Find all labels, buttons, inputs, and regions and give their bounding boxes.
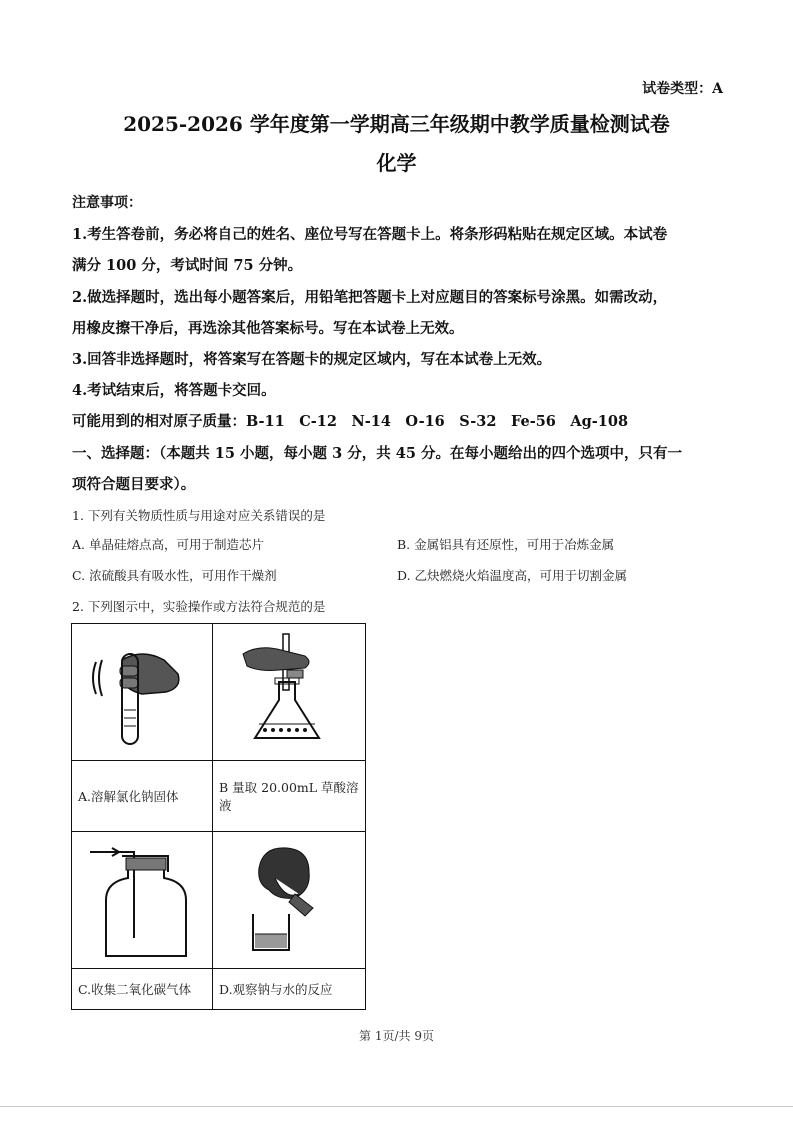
notice-line-3: 2.做选择题时，选出每小题答案后，用铅笔把答题卡上对应题目的答案标号涂黑。如需改动， (72, 289, 668, 306)
notice-line-4: 用橡皮擦干净后，再选涂其他答案标号。写在本试卷上无效。 (72, 320, 464, 337)
notice-line-2: 满分 100 分，考试时间 75 分钟。 (72, 257, 303, 274)
q2-figure-table (71, 623, 366, 1010)
section-heading-line-2: 项符合题目要求）。 (72, 476, 196, 493)
bottom-divider (0, 1106, 793, 1107)
exam-title: 2025-2026 学年度第一学期高三年级期中教学质量检测试卷 (123, 112, 670, 136)
figure-c-caption: C.收集二氧化碳气体 (72, 969, 213, 1010)
q1-option-a: A. 单晶硅熔点高，可用于制造芯片 (72, 537, 264, 552)
figure-c-cell (72, 832, 213, 969)
figure-a-cell (72, 624, 213, 761)
figure-b-caption: B 量取 20.00mL 草酸溶液 (213, 761, 366, 832)
figure-d-cell (213, 832, 366, 969)
gas-collection-bottle-icon (82, 838, 202, 958)
q2-stem: 2. 下列图示中，实验操作或方法符合规范的是 (72, 599, 326, 614)
subject-title: 化学 (376, 151, 417, 175)
shaking-test-tube-icon (82, 630, 202, 750)
notice-line-5: 3.回答非选择题时，将答案写在答题卡的规定区域内，写在本试卷上无效。 (72, 351, 552, 368)
notice-line-1: 1.考生答卷前，务必将自己的姓名、座位号写在答题卡上。将条形码粘贴在规定区域。本试卷 (72, 226, 668, 243)
notice-heading: 注意事项： (72, 195, 142, 211)
paper-type: 试卷类型：A (642, 81, 723, 97)
section-heading-line-1: 一、选择题：（本题共 15 小题，每小题 3 分，共 45 分。在每小题给出的四个选项中，只有一 (72, 445, 682, 462)
q1-option-c: C. 浓硫酸具有吸水性，可用作干燥剂 (72, 568, 277, 583)
notice-line-6: 4.考试结束后，将答题卡交回。 (72, 382, 276, 399)
q1-option-d: D. 乙炔燃烧火焰温度高，可用于切割金属 (397, 568, 628, 583)
q1-option-b: B. 金属铝具有还原性，可用于冶炼金属 (397, 537, 615, 552)
figure-b-cell (213, 624, 366, 761)
figure-a-caption: A.溶解氯化钠固体 (72, 761, 213, 832)
q1-stem: 1. 下列有关物质性质与用途对应关系错误的是 (72, 508, 326, 523)
page-footer: 第 1页/共 9页 (359, 1029, 434, 1043)
titration-flask-icon (229, 630, 349, 750)
observing-beaker-icon (229, 838, 349, 958)
atomic-mass-line: 可能用到的相对原子质量：B-11 C-12 N-14 O-16 S-32 Fe-56 Ag-108 (72, 413, 629, 430)
figure-d-caption: D.观察钠与水的反应 (213, 969, 366, 1010)
